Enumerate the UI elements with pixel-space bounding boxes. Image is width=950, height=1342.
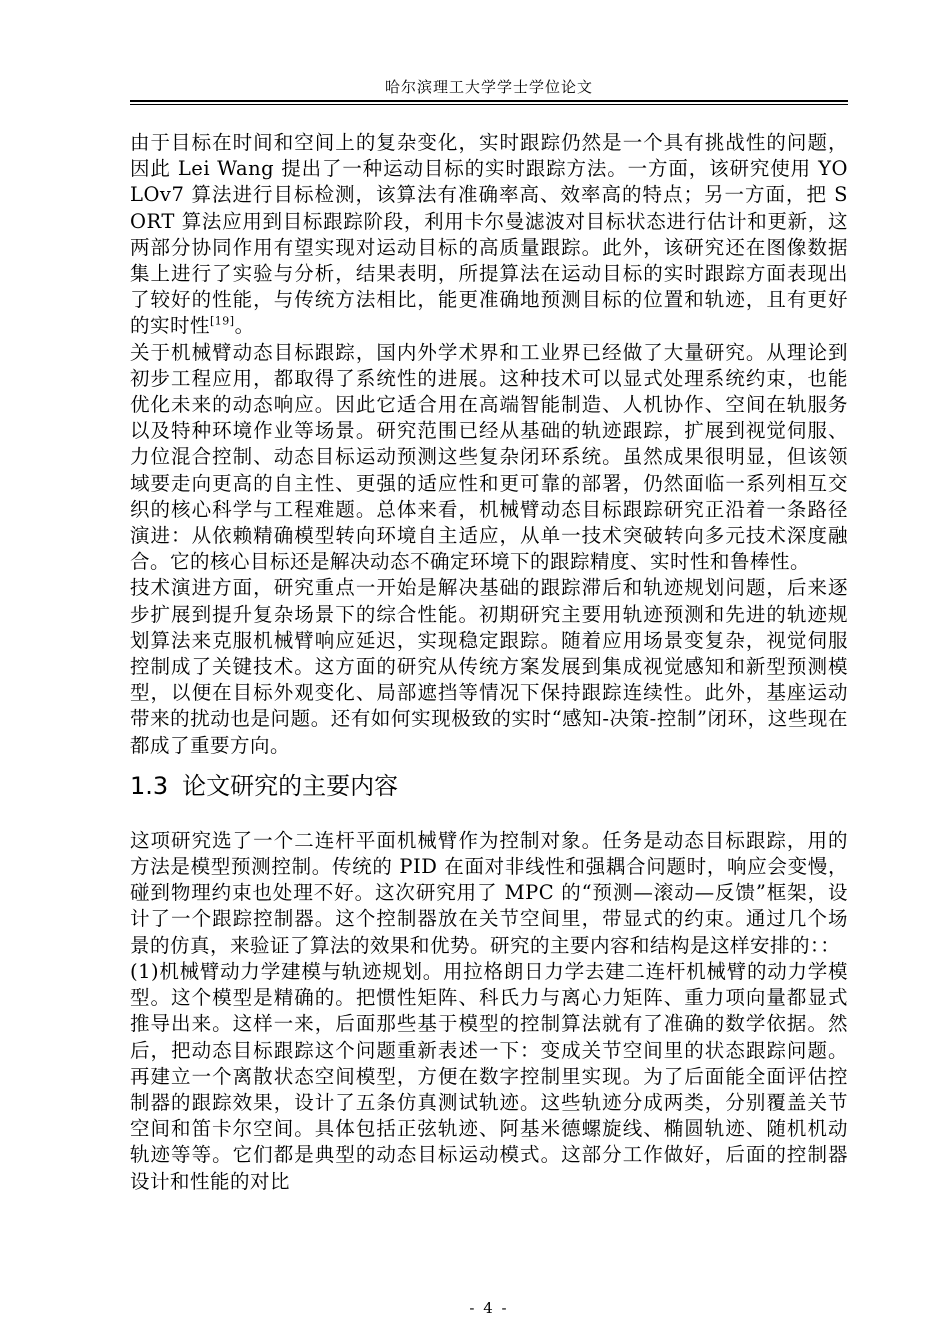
header-rule-thick: [130, 100, 848, 102]
section-number: 1.3: [130, 771, 169, 800]
paragraph-modeling-and-trajectory: (1)机械臂动力学建模与轨迹规划。用拉格朗日力学去建二连杆机械臂的动力学模型。这个模型是精确的。把惯性矩阵、科氏力与离心力矩阵、重力项向量都显式推导出来。这样一来，后面那些基于模型的控制算法就有了准确的数学依据。然后，把动态目标跟踪这个问题重新表述一下：变成关节空间里的状态跟踪问题。再建立一个离散状态空间模型，方便在数字控制里实现。为了后面能全面评估控制器的跟踪效果，设计了五条仿真测试轨迹。这些轨迹分成两类，分别覆盖关节空间和笛卡尔空间。具体包括正弦轨迹、阿基米德螺旋线、椭圆轨迹、随机机动轨迹等等。它们都是典型的动态目标运动模式。这部分工作做好，后面的控制器设计和性能的对比: [130, 959, 848, 1193]
paragraph-realtime-tracking: [130, 130, 848, 340]
section-heading: [130, 769, 848, 803]
paragraph-research-overview: 这项研究选了一个二连杆平面机械臂作为控制对象。任务是动态目标跟踪，用的方法是模型预测控制。传统的 PID 在面对非线性和强耦合问题时，响应会变慢，碰到物理约束也处理不好。这次研究用了 MPC 的“预测—滚动—反馈”框架，设计了一个跟踪控制器。这个控制器放在关节空间里，带显式的约束。通过几个场景的仿真，来验证了算法的效果和优势。研究的主要内容和结构是这样安排的：：: [130, 828, 848, 957]
citation-ref[interactable]: [19]: [210, 314, 235, 328]
body-text: [130, 130, 848, 1195]
section-title: 论文研究的主要内容: [182, 771, 399, 800]
paragraph-tail: 。: [234, 314, 255, 338]
page-number: - 4 -: [469, 1299, 509, 1317]
paragraph-technology-evolution: 技术演进方面，研究重点一开始是解决基础的跟踪滞后和轨迹规划问题，后来逐步扩展到提升复杂场景下的综合性能。初期研究主要用轨迹预测和先进的轨迹规划算法来克服机械臂响应延迟，实现稳定跟踪。随着应用场景变复杂，视觉伺服控制成了关键技术。这方面的研究从传统方案发展到集成视觉感知和新型预测模型，以便在目标外观变化、局部遮挡等情况下保持跟踪连续性。此外，基座运动带来的扰动也是问题。还有如何实现极致的实时“感知-决策-控制”闭环，这些现在都成了重要方向。: [130, 576, 848, 757]
header-rule-thin: [130, 104, 848, 105]
running-header: 哈尔滨理工大学学士学位论文: [384, 78, 593, 96]
paragraph-research-status: 关于机械臂动态目标跟踪，国内外学术界和工业界已经做了大量研究。从理论到初步工程应用，都取得了系统性的进展。这种技术可以显式处理系统约束，也能优化未来的动态响应。因此它适合用在高端智能制造、人机协作、空间在轨服务以及特种环境作业等场景。研究范围已经从基础的轨迹跟踪，扩展到视觉伺服、力位混合控制、动态目标运动预测这些复杂闭环系统。虽然成果很明显，但该领域要走向更高的自主性、更强的适应性和更可靠的部署，仍然面临一系列相互交织的核心科学与工程难题。总体来看，机械臂动态目标跟踪研究正沿着一条路径演进：从依赖精确模型转向环境自主适应，从单一技术突破转向多元技术深度融合。它的核心目标还是解决动态不确定环境下的跟踪精度、实时性和鲁棒性。: [130, 340, 848, 574]
paragraph-text: 由于目标在时间和空间上的复杂变化，实时跟踪仍然是一个具有挑战性的问题，因此 Lei Wang 提出了一种运动目标的实时跟踪方法。一方面，该研究使用 YOLOv7 算法进行目标检测，该算法有准确率高、效率高的特点；另一方面，把 SORT 算法应用到目标跟踪阶段，利用卡尔曼滤波对目标状态进行估计和更新，这两部分协同作用有望实现对运动目标的高质量跟踪。此外，该研究还在图像数据集上进行了实验与分析，结果表明，所提算法在运动目标的实时跟踪方面表现出了较好的性能，与传统方法相比，能更准确地预测目标的位置和轨迹，且有更好的实时性: [130, 131, 848, 338]
